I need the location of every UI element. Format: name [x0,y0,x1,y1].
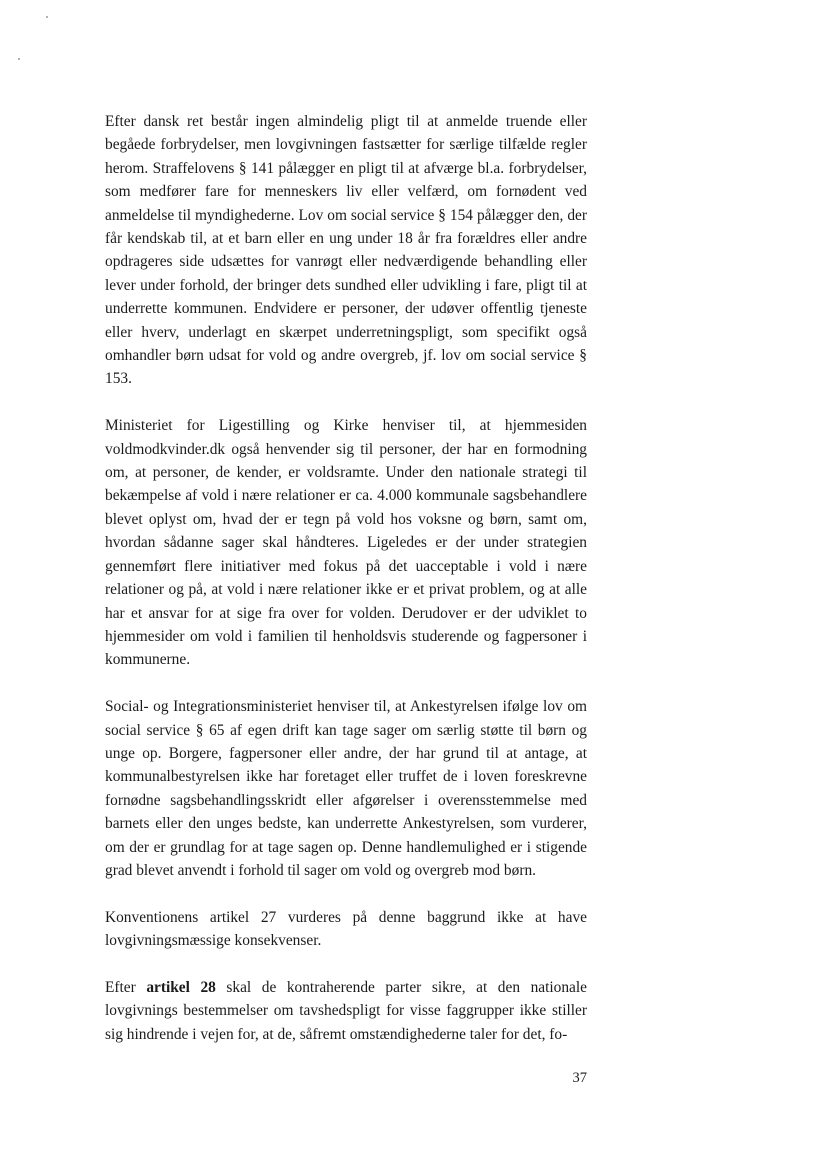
article-28-prefix: Efter [105,978,147,996]
article-28-text: skal de kontraherende parter sikre, at den nationale lovgivnings bestemmelser om tavshedspligt for visse faggrupper ikke stiller sig hindrende i vejen for, at de, såfremt omstændighederne taler for det, fo- [105,978,587,1043]
scan-speck [46,16,48,18]
body-text [105,110,587,1046]
page-number: 37 [572,1070,587,1086]
paragraph-article-28 [105,976,587,1046]
scan-speck [18,58,20,60]
paragraph-ministry-social: Social- og Integrationsministeriet henviser til, at Ankestyrelsen ifølge lov om social service § 65 af egen drift kan tage sager om særlig støtte til børn og unge op. Borgere, fagpersoner eller andre, der har grund til at antage, at kommunalbestyrelsen ikke har foretaget eller truffet de i loven foreskrevne fornødne sagsbehandlingsskridt eller afgørelser i overensstemmelse med barnets eller den unges bedste, kan underrette Ankestyrelsen, som vurderer, om der er grundlag for at tage sagen op. Denne handlemulighed er i stigende grad blevet anvendt i forhold til sager om vold og overgreb mod børn. [105,698,587,879]
paragraph-article-27: Konventionens artikel 27 vurderes på denne baggrund ikke at have lovgivningsmæssige konsekvenser. [105,908,587,950]
paragraph-ministry-equality: Ministeriet for Ligestilling og Kirke henviser til, at hjemmesiden voldmodkvinder.dk også henvender sig til personer, der har en formodning om, at personer, de kender, er voldsramte. Under den nationale strategi til bekæmpelse af vold i nære relationer er ca. 4.000 kommunale sagsbehandlere blevet oplyst om, hvad der er tegn på vold hos voksne og børn, samt om, hvordan sådanne sager skal håndteres. Ligeledes er der under strategien gennemført flere initiativer med fokus på det uacceptable i vold i nære relationer og på, at vold i nære relationer ikke er et privat problem, og at alle har et ansvar for at sige fra over for volden. Derudover er der udviklet to hjemmesider om vold i familien til henholdsvis studerende og fagpersoner i kommunerne. [105,417,587,669]
paragraph-reporting-duty: Efter dansk ret består ingen almindelig pligt til at anmelde truende eller begåede forbrydelser, men lovgivningen fastsætter for særlige tilfælde regler herom. Straffelovens § 141 pålægger en pligt til at afværge bl.a. forbrydelser, som medfører fare for menneskers liv eller velfærd, om fornødent ved anmeldelse til myndighederne. Lov om social service § 154 pålægger den, der får kendskab til, at et barn eller en ung under 18 år fra forældres eller andre opdrageres side udsættes for vanrøgt eller nedværdigende behandling eller lever under forhold, der bringer dets sundhed eller udvikling i fare, pligt til at underrette kommunen. Endvidere er personer, der udøver offentlig tjeneste eller hverv, underlagt en skærpet underretningspligt, som specifikt også omhandler børn udsat for vold og andre overgreb, jf. lov om social service § 153. [105,113,587,388]
article-28-reference: artikel 28 [146,978,216,996]
